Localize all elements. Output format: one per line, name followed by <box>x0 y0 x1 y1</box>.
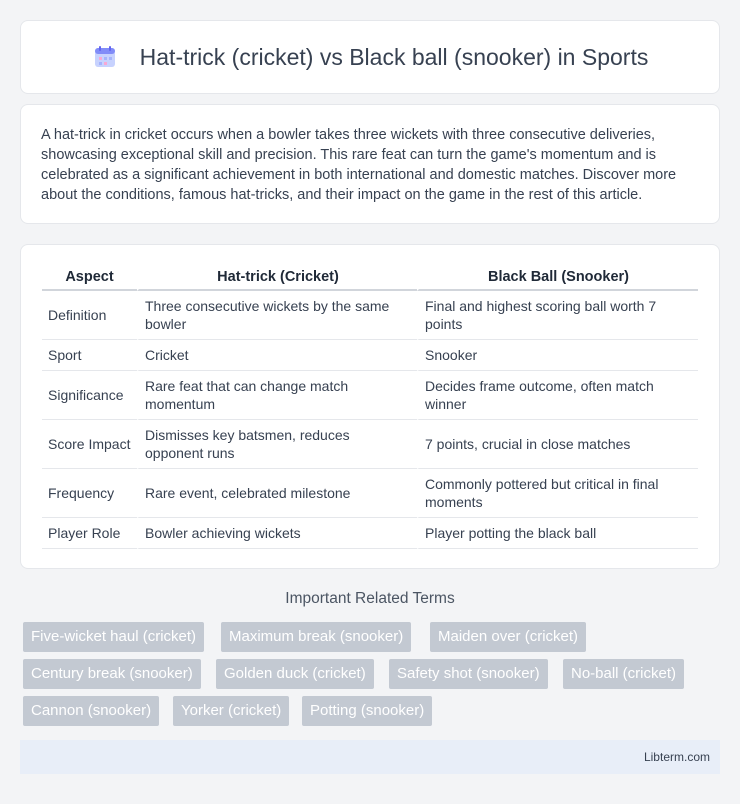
related-term-tag[interactable]: No-ball (cricket) <box>563 659 684 689</box>
table-cell: Frequency <box>42 469 137 518</box>
related-term-tag[interactable]: Golden duck (cricket) <box>216 659 374 689</box>
table-cell: Snooker <box>417 340 698 371</box>
table-cell: Rare feat that can change match momentum <box>137 371 417 420</box>
table-cell: Commonly pottered but critical in final moments <box>417 469 698 518</box>
related-term-tag[interactable]: Cannon (snooker) <box>23 696 159 726</box>
table-row <box>42 518 698 549</box>
table-cell: Bowler achieving wickets <box>137 518 417 549</box>
table-cell: Player Role <box>42 518 137 549</box>
table-header-row <box>42 265 698 291</box>
table-row <box>42 420 698 469</box>
related-term-tag[interactable]: Potting (snooker) <box>302 696 432 726</box>
related-term-tag[interactable]: Five-wicket haul (cricket) <box>23 622 204 652</box>
table-cell: Rare event, celebrated milestone <box>137 469 417 518</box>
comparison-table-card <box>20 244 720 569</box>
header-aspect: Aspect <box>42 265 137 291</box>
table-row <box>42 291 698 340</box>
calendar-icon <box>92 44 118 70</box>
page-title: Hat-trick (cricket) vs Black ball (snooker) in Sports <box>139 43 649 70</box>
related-term-tag[interactable]: Yorker (cricket) <box>173 696 289 726</box>
header-black-ball: Black Ball (Snooker) <box>417 265 698 291</box>
table-cell: Three consecutive wickets by the same bowler <box>137 291 417 340</box>
footer <box>20 740 720 774</box>
header-card <box>20 20 720 94</box>
table-row <box>42 340 698 371</box>
table-cell: 7 points, crucial in close matches <box>417 420 698 469</box>
table-row <box>42 469 698 518</box>
related-terms-title: Important Related Terms <box>285 590 455 607</box>
table-cell: Significance <box>42 371 137 420</box>
related-term-tag[interactable]: Maximum break (snooker) <box>221 622 411 652</box>
table-cell: Definition <box>42 291 137 340</box>
comparison-table <box>42 265 698 549</box>
related-term-tag[interactable]: Safety shot (snooker) <box>389 659 548 689</box>
header-hat-trick: Hat-trick (Cricket) <box>137 265 417 291</box>
table-row <box>42 371 698 420</box>
table-cell: Sport <box>42 340 137 371</box>
intro-card <box>20 104 720 224</box>
footer-site-link[interactable]: Libterm.com <box>643 750 710 764</box>
table-cell: Dismisses key batsmen, reduces opponent runs <box>137 420 417 469</box>
table-cell: Decides frame outcome, often match winner <box>417 371 698 420</box>
related-term-tag[interactable]: Maiden over (cricket) <box>430 622 586 652</box>
related-term-tag[interactable]: Century break (snooker) <box>23 659 201 689</box>
table-cell: Final and highest scoring ball worth 7 points <box>417 291 698 340</box>
table-cell: Cricket <box>137 340 417 371</box>
table-cell: Score Impact <box>42 420 137 469</box>
intro-text: A hat-trick in cricket occurs when a bowler takes three wickets with three consecutive deliveries, showcasing exceptional skill and precision. This rare feat can turn the game's momentum and is celebrated as a significant achievement in both international and domestic matches. Discover more about the conditions, famous hat-tricks, and their impact on the game in the rest of this article. <box>41 127 677 203</box>
table-cell: Player potting the black ball <box>417 518 698 549</box>
